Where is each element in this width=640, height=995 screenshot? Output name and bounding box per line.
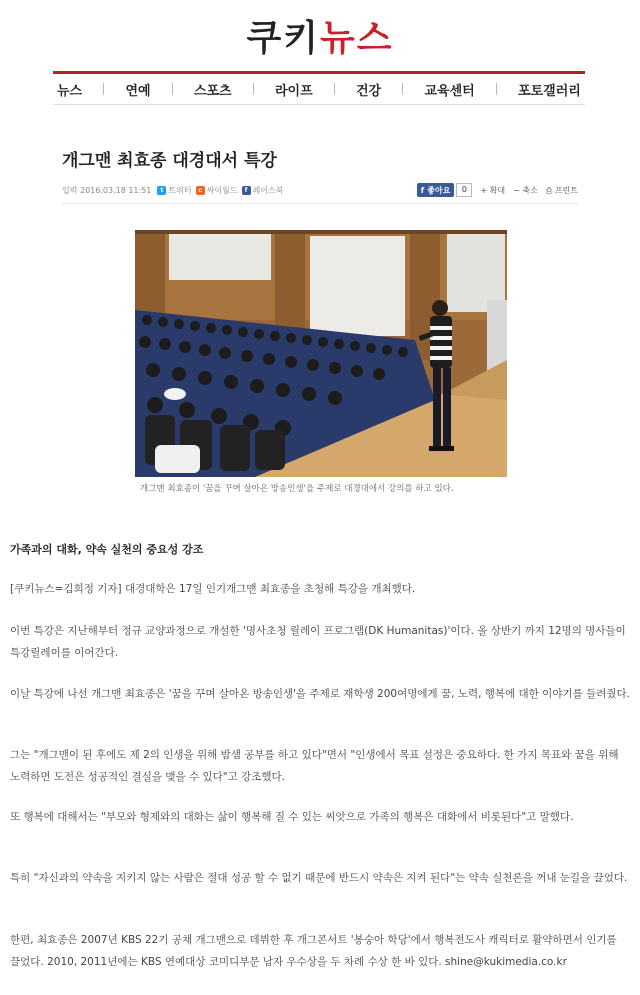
share-label: 싸이월드 xyxy=(206,185,238,195)
print-icon: ⎙ xyxy=(545,185,553,195)
article-photo xyxy=(135,230,507,477)
nav-divider xyxy=(253,83,254,95)
logo-part1: 쿠키 xyxy=(246,18,320,59)
meta-divider xyxy=(62,203,578,204)
facebook-like-button[interactable] xyxy=(417,183,455,197)
article-paragraph: 또 행복에 대해서는 "부모와 형제와의 대화는 삶이 행복해 질 수 있는 씨앗으로 가족의 행복은 대화에서 비롯된다"고 말했다. xyxy=(10,811,574,823)
article-paragraph: 특히 "자신과의 약속을 지키지 않는 사람은 절대 성공 할 수 없기 때문에 반드시 약속은 지켜 된다"는 약속 실천론을 꺼내 눈길을 끌었다. xyxy=(10,872,628,884)
header-rule xyxy=(53,71,585,74)
nav-item-news[interactable]: 뉴스 xyxy=(57,83,83,99)
nav-divider xyxy=(402,83,403,95)
share-label: 페이스북 xyxy=(252,185,284,195)
nav-divider xyxy=(334,83,335,95)
nav-divider xyxy=(103,83,104,95)
facebook-icon: f xyxy=(242,186,251,195)
article-paragraph: 이번 특강은 지난해부터 정규 교양과정으로 개설한 '명사초청 릴레이 프로그램(DK Humanitas)'이다. 올 상반기 까지 12명의 명사들이 특강릴레이를 이어간다. xyxy=(10,625,626,659)
article-paragraph: [쿠키뉴스=김희정 기자] 대경대학은 17일 인기개그맨 최효종을 초청해 특강을 개최했다. xyxy=(10,583,416,595)
zoom-in-button[interactable]: + 확대 xyxy=(480,185,506,195)
nav-item-health[interactable]: 건강 xyxy=(356,83,382,99)
print-button[interactable] xyxy=(546,185,578,196)
cyworld-icon: c xyxy=(196,186,205,195)
article-paragraph: 한편, 최효종은 2007년 KBS 22기 공채 개그맨으로 데뷔한 후 개그콘서트 '봉숭아 학당'에서 행복전도사 캐릭터로 활약하면서 인기를 끌었다. 2010, 2011년에는 KBS 연예대상 코미디부문 남자 우수상을 두 차례 수상 한 바 있다. shine@kukimedia.co.kr xyxy=(10,934,617,968)
print-label: 프린트 xyxy=(554,185,578,195)
share-label: 트위터 xyxy=(168,185,192,195)
nav-item-education[interactable]: 교육센터 xyxy=(424,83,475,99)
nav-divider xyxy=(496,83,497,95)
article-date: 입력 2016.03.18 11:51 xyxy=(62,185,152,195)
lecture-hall-image xyxy=(135,230,507,477)
main-nav xyxy=(53,78,585,100)
article-paragraph: 그는 "개그맨이 된 후에도 제 2의 인생을 위해 밤샘 공부를 하고 있다"면서 "인생에서 목표 설정은 중요하다. 한 가지 목표와 꿈을 위해 노력하면 도전은 성공적인 결실을 맺을 수 있다"고 강조했다. xyxy=(10,749,619,783)
article-title: 개그맨 최효종 대경대서 특강 xyxy=(62,151,277,171)
article-tools xyxy=(417,183,578,197)
article-meta xyxy=(62,182,578,198)
logo-part2: 뉴스 xyxy=(320,18,394,59)
facebook-icon: f xyxy=(420,185,425,195)
twitter-icon: t xyxy=(157,186,166,195)
nav-divider xyxy=(172,83,173,95)
nav-item-entertainment[interactable]: 연예 xyxy=(125,83,151,99)
share-twitter[interactable] xyxy=(157,185,191,196)
article-subheading: 가족과의 대화, 약속 실천의 중요성 강조 xyxy=(10,543,204,556)
nav-divider-line xyxy=(53,104,585,105)
like-count: 0 xyxy=(456,183,472,197)
share-cyworld[interactable] xyxy=(196,185,238,196)
site-logo[interactable] xyxy=(0,10,640,61)
facebook-like xyxy=(417,183,473,197)
like-label: 좋아요 xyxy=(427,185,451,195)
share-facebook[interactable] xyxy=(242,185,284,196)
nav-item-life[interactable]: 라이프 xyxy=(274,83,313,99)
nav-item-sports[interactable]: 스포츠 xyxy=(193,83,232,99)
article-paragraph: 이날 특강에 나선 개그맨 최효종은 '꿈을 꾸며 살아온 방송인생'을 주제로 재학생 200여명에게 꿈, 노력, 행복에 대한 이야기를 들려줬다. xyxy=(10,688,631,700)
photo-caption: 개그맨 최효종이 '꿈을 꾸며 살아온 방송인생'을 주제로 대경대에서 강의를 하고 있다. xyxy=(140,484,454,494)
nav-item-photo-gallery[interactable]: 포토갤러리 xyxy=(518,83,581,99)
zoom-out-button[interactable]: − 축소 xyxy=(513,185,538,195)
